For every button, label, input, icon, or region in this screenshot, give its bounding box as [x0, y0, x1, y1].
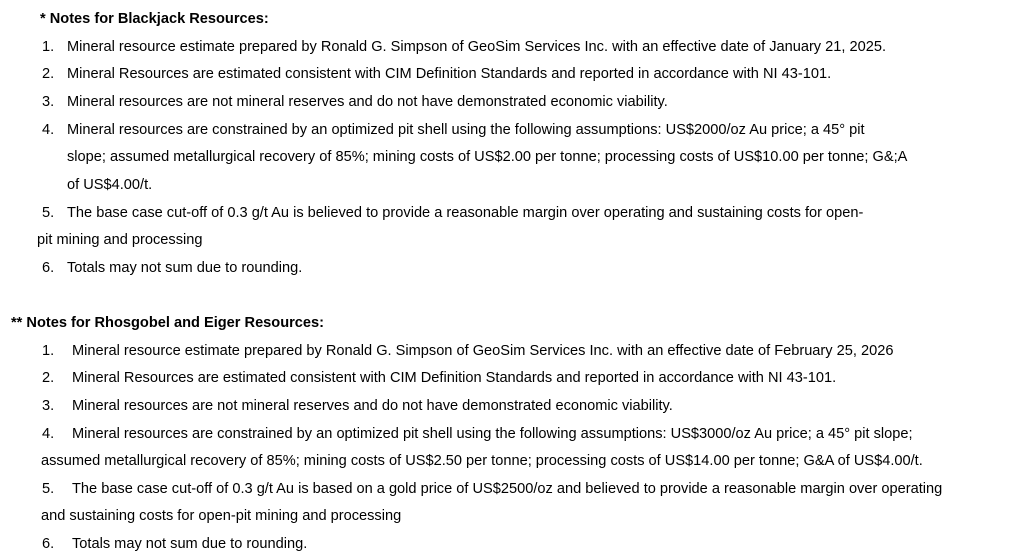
blackjack-note-number: 1. — [42, 39, 55, 55]
rhosgobel-note-text: assumed metallurgical recovery of 85%; mining costs of US$2.50 per tonne; processing costs of US$14.00 per tonne; G&A of US$4.00/t. — [41, 453, 923, 469]
blackjack-note-number: 4. — [42, 122, 55, 138]
blackjack-note-text: The base case cut-off of 0.3 g/t Au is believed to provide a reasonable margin over operating and sustaining costs for open- — [67, 205, 864, 221]
blackjack-note-text: slope; assumed metallurgical recovery of 85%; mining costs of US$2.00 per tonne; processing costs of US$10.00 per tonne; G&;A — [67, 149, 908, 165]
rhosgobel-note-text: The base case cut-off of 0.3 g/t Au is based on a gold price of US$2500/oz and believed to provide a reasonable margin over operating — [72, 481, 943, 497]
rhosgobel-note-number: 2. — [42, 370, 55, 386]
rhosgobel-note-text: Mineral resources are not mineral reserves and do not have demonstrated economic viability. — [72, 398, 673, 414]
blackjack-note-text: Mineral resources are not mineral reserves and do not have demonstrated economic viability. — [67, 94, 668, 110]
rhosgobel-note-number: 1. — [42, 343, 55, 359]
blackjack-note-text: Mineral resource estimate prepared by Ronald G. Simpson of GeoSim Services Inc. with an effective date of January 21, 2025. — [67, 39, 887, 55]
blackjack-note-text: of US$4.00/t. — [67, 177, 153, 193]
rhosgobel-note-number: 5. — [42, 481, 55, 497]
blackjack-note-number: 5. — [42, 205, 55, 221]
blackjack-notes-heading: * Notes for Blackjack Resources: — [40, 11, 269, 27]
rhosgobel-note-number: 6. — [42, 536, 55, 552]
rhosgobel-note-number: 4. — [42, 426, 55, 442]
rhosgobel-note-text: Mineral resource estimate prepared by Ronald G. Simpson of GeoSim Services Inc. with an effective date of February 25, 2026 — [72, 343, 894, 359]
rhosgobel-note-text: Totals may not sum due to rounding. — [72, 536, 308, 552]
blackjack-note-text: pit mining and processing — [37, 232, 203, 248]
blackjack-note-number: 6. — [42, 260, 55, 276]
blackjack-note-text: Mineral resources are constrained by an optimized pit shell using the following assumptions: US$2000/oz Au price; a 45° pit — [67, 122, 865, 138]
rhosgobel-note-text: and sustaining costs for open-pit mining and processing — [41, 508, 402, 524]
blackjack-note-number: 2. — [42, 66, 55, 82]
rhosgobel-notes-heading: ** Notes for Rhosgobel and Eiger Resources: — [11, 315, 325, 331]
blackjack-note-number: 3. — [42, 94, 55, 110]
rhosgobel-note-text: Mineral Resources are estimated consistent with CIM Definition Standards and reported in accordance with NI 43-101. — [72, 370, 837, 386]
rhosgobel-note-number: 3. — [42, 398, 55, 414]
blackjack-note-text: Totals may not sum due to rounding. — [67, 260, 303, 276]
rhosgobel-note-text: Mineral resources are constrained by an optimized pit shell using the following assumptions: US$3000/oz Au price; a 45° pit slope; — [72, 426, 913, 442]
blackjack-note-text: Mineral Resources are estimated consistent with CIM Definition Standards and reported in accordance with NI 43-101. — [67, 66, 832, 82]
